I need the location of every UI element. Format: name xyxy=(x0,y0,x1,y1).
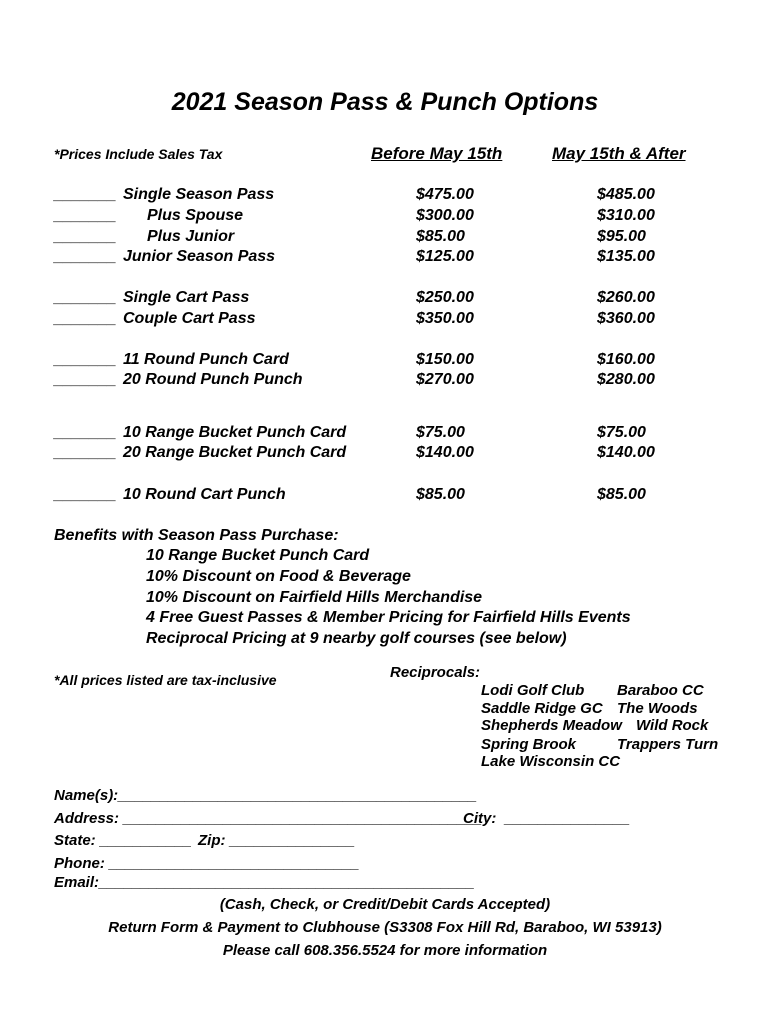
price-after: $140.00 xyxy=(597,444,655,461)
option-checkbox-line[interactable]: _______ xyxy=(54,248,117,265)
option-name: Single Cart Pass xyxy=(123,289,250,306)
names-field[interactable]: Name(s):___________________________________________ xyxy=(54,787,477,804)
option-row xyxy=(0,310,770,330)
price-after: $85.00 xyxy=(597,486,646,503)
option-row xyxy=(0,486,770,506)
reciprocals-heading: Reciprocals: xyxy=(390,664,481,681)
return-instructions: Return Form & Payment to Clubhouse (S3308 Fox Hill Rd, Baraboo, WI 53913) xyxy=(108,919,662,936)
option-name: 10 Range Bucket Punch Card xyxy=(123,424,347,441)
option-row xyxy=(0,248,770,268)
benefit-item: 4 Free Guest Passes & Member Pricing for Fairfield Hills Events xyxy=(146,609,631,626)
option-row xyxy=(0,424,770,444)
address-field[interactable]: Address: ___________________________________________ xyxy=(54,810,482,827)
option-name: Junior Season Pass xyxy=(123,248,276,265)
benefit-item: 10% Discount on Fairfield Hills Merchandise xyxy=(146,589,483,606)
option-row xyxy=(0,351,770,371)
contact-info: Please call 608.356.5524 for more information xyxy=(222,942,548,959)
reciprocal-course: Trappers Turn xyxy=(617,736,719,753)
reciprocal-course: The Woods xyxy=(617,700,698,717)
price-before: $475.00 xyxy=(416,186,474,203)
price-before: $270.00 xyxy=(416,371,474,388)
price-before: $350.00 xyxy=(416,310,474,327)
column-header-after: May 15th & After xyxy=(552,144,686,163)
price-before: $150.00 xyxy=(416,351,474,368)
payment-note: (Cash, Check, or Credit/Debit Cards Accepted) xyxy=(219,896,551,913)
column-header-before: Before May 15th xyxy=(371,144,503,163)
price-before: $140.00 xyxy=(416,444,474,461)
option-row xyxy=(0,371,770,391)
option-name: Single Season Pass xyxy=(123,186,275,203)
price-before: $125.00 xyxy=(416,248,474,265)
price-before: $300.00 xyxy=(416,207,474,224)
reciprocal-course: Lake Wisconsin CC xyxy=(481,753,621,770)
email-field[interactable]: Email:_____________________________________________ xyxy=(54,874,475,891)
option-checkbox-line[interactable]: _______ xyxy=(54,207,117,224)
option-name: 20 Round Punch Punch xyxy=(123,371,303,388)
benefits-heading: Benefits with Season Pass Purchase: xyxy=(54,527,339,544)
tax-inclusive-note: *All prices listed are tax-inclusive xyxy=(54,672,277,688)
option-name: 11 Round Punch Card xyxy=(123,351,289,368)
phone-field[interactable]: Phone: ______________________________ xyxy=(54,855,360,872)
price-after: $360.00 xyxy=(597,310,655,327)
price-before: $250.00 xyxy=(416,289,474,306)
option-row xyxy=(0,207,770,227)
option-checkbox-line[interactable]: _______ xyxy=(54,228,117,245)
option-name: Plus Spouse xyxy=(147,207,244,224)
option-row xyxy=(0,289,770,309)
option-checkbox-line[interactable]: _______ xyxy=(54,371,117,388)
option-row xyxy=(0,228,770,248)
price-after: $135.00 xyxy=(597,248,655,265)
price-before: $85.00 xyxy=(416,486,465,503)
price-after: $280.00 xyxy=(597,371,655,388)
price-after: $160.00 xyxy=(597,351,655,368)
option-checkbox-line[interactable]: _______ xyxy=(54,444,117,461)
price-after: $310.00 xyxy=(597,207,655,224)
benefit-item: 10% Discount on Food & Beverage xyxy=(146,568,411,585)
option-name: 10 Round Cart Punch xyxy=(123,486,286,503)
reciprocal-course: Spring Brook xyxy=(481,736,577,753)
reciprocal-course: Baraboo CC xyxy=(617,682,704,699)
option-row xyxy=(0,186,770,206)
option-row xyxy=(0,444,770,464)
benefit-item: Reciprocal Pricing at 9 nearby golf courses (see below) xyxy=(146,630,567,647)
option-name: Couple Cart Pass xyxy=(123,310,256,327)
option-checkbox-line[interactable]: _______ xyxy=(54,424,117,441)
option-checkbox-line[interactable]: _______ xyxy=(54,289,117,306)
reciprocal-course: Lodi Golf Club xyxy=(481,682,585,699)
option-checkbox-line[interactable]: _______ xyxy=(54,310,117,327)
option-checkbox-line[interactable]: _______ xyxy=(54,351,117,368)
reciprocal-course: Wild Rock xyxy=(636,717,709,734)
price-before: $75.00 xyxy=(416,424,465,441)
zip-field[interactable]: Zip: _______________ xyxy=(198,832,355,849)
price-after: $485.00 xyxy=(597,186,655,203)
state-field[interactable]: State: ___________ xyxy=(54,832,192,849)
benefit-item: 10 Range Bucket Punch Card xyxy=(146,547,370,564)
price-after: $95.00 xyxy=(597,228,646,245)
reciprocal-course: Shepherds Meadow xyxy=(481,717,622,734)
price-after: $75.00 xyxy=(597,424,646,441)
price-after: $260.00 xyxy=(597,289,655,306)
page-title: 2021 Season Pass & Punch Options xyxy=(171,88,599,116)
tax-note: *Prices Include Sales Tax xyxy=(54,146,223,162)
option-checkbox-line[interactable]: _______ xyxy=(54,486,117,503)
option-name: Plus Junior xyxy=(147,228,235,245)
price-before: $85.00 xyxy=(416,228,465,245)
option-name: 20 Range Bucket Punch Card xyxy=(123,444,347,461)
reciprocal-course: Saddle Ridge GC xyxy=(481,700,603,717)
city-field[interactable]: City: _______________ xyxy=(463,810,630,827)
option-checkbox-line[interactable]: _______ xyxy=(54,186,117,203)
